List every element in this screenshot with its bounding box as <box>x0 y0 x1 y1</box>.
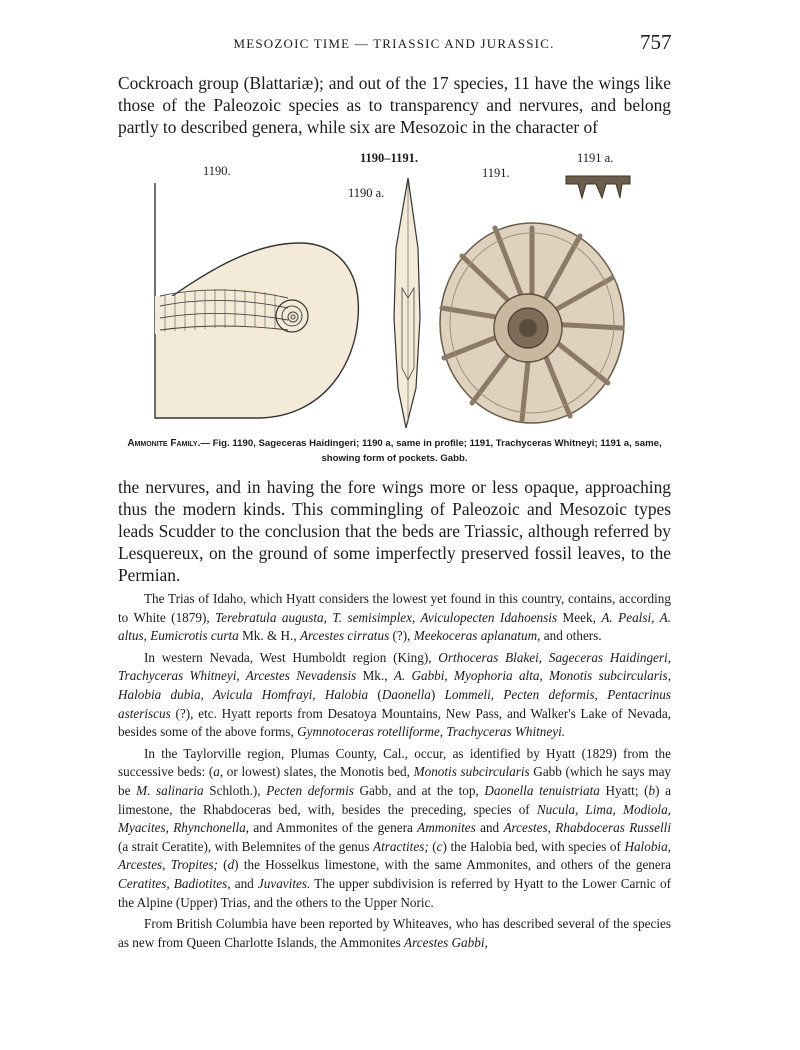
taxon-name: Gymnotoceras rotelliforme, Trachyceras Whitneyi. <box>297 724 566 740</box>
text-run: The Trias of Idaho, which Hyatt considers the lowest yet found in this country, contains, according to White (1879), <box>118 591 671 625</box>
pocket-form-detail <box>566 176 630 198</box>
text-run: (?), <box>389 628 414 644</box>
text-run: and others. <box>540 628 602 644</box>
taxon-name: c <box>436 838 443 854</box>
figure-label-1190-1191: 1190–1191. <box>360 151 418 165</box>
sageceras-side-view <box>155 183 358 418</box>
taxon-name: Ammonites <box>417 820 476 836</box>
text-run: Schloth.), <box>203 782 267 798</box>
text-run: and <box>475 820 504 836</box>
text-run: ) a limestone, the Rhabdoceras bed, with, besides the preceding, species of <box>118 782 671 817</box>
taxon-name: Pecten deformis <box>266 782 354 798</box>
taxon-name: Arcestes, Rhabdoceras Russelli <box>503 820 671 836</box>
paragraph-nevada <box>118 649 671 742</box>
taxon-name: Ceratites, Badiotites, <box>118 875 231 891</box>
text-run: Mk., <box>356 668 394 684</box>
taxon-name: Daonella <box>381 686 431 702</box>
paragraph-cockroach: Cockroach group (Blattariæ); and out of the 17 species, 11 have the wings like those of the Paleozoic species as to transparency and nervures, and belong partly to described genera, while six are Mesozoic in the character of <box>118 73 671 137</box>
page-number: 757 <box>640 30 672 54</box>
taxon-name: Monotis subcircularis <box>413 764 530 780</box>
taxon-name: M. salinaria <box>136 782 204 798</box>
caption-text: — Fig. 1190, Sageceras Haidingeri; 1190 a, same in profile; 1191, Trachyceras Whitneyi; 1191 a, same, showing form of pockets. Gabb. <box>200 438 662 464</box>
taxon-name: Daonella tenuistriata <box>484 782 600 798</box>
taxon-name: Atractites; <box>373 838 429 854</box>
taxon-name: a <box>213 764 220 780</box>
text-run: and Ammonites of the genera <box>249 820 418 836</box>
taxon-name: Juvavites. <box>257 875 311 891</box>
running-title: MESOZOIC TIME — TRIASSIC AND JURASSIC. <box>233 36 555 51</box>
sageceras-profile-view <box>394 178 420 428</box>
text-run: In western Nevada, West Humboldt region (King), <box>144 649 439 665</box>
text-run: ( <box>217 857 228 873</box>
taxon-name: Halobia, Arcestes, Tropites; <box>118 838 671 873</box>
text-run: Mk. & H., <box>238 628 300 644</box>
text-run: (a strait Ceratite), with Belemnites of the genus <box>118 838 374 854</box>
ammonite-figure <box>150 148 650 433</box>
text-run: and <box>230 875 258 891</box>
text-run: ( <box>368 686 382 702</box>
taxon-name: Arcestes Gabbi, <box>404 934 488 950</box>
text-run: Hyatt; ( <box>599 782 649 798</box>
text-run: ) <box>430 686 445 702</box>
text-run: ( <box>428 838 437 854</box>
taxon-name: Meekoceras aplanatum, <box>413 628 541 644</box>
text-run: Gabb (which he says may be <box>118 764 672 798</box>
taxon-name: Orthoceras Blakei, Sageceras Haidingeri, Trachyceras Whitneyi, Arcestes Nevadensis <box>118 649 671 684</box>
text-run: Meek, <box>557 609 602 625</box>
text-run: ) the Halobia bed, with species of <box>442 838 625 854</box>
figure-label-1190: 1190. <box>203 164 231 178</box>
figure-label-1191a: 1191 a. <box>577 151 614 165</box>
paragraph-taylorville <box>118 745 671 912</box>
figure-label-1191: 1191. <box>482 166 510 180</box>
ammonite-illustration <box>150 148 650 433</box>
trachyceras-shell <box>440 223 624 423</box>
taxon-name: b <box>648 782 656 798</box>
taxon-name: Arcestes cirratus <box>299 628 390 644</box>
taxon-name: Lommeli, Pecten deformis, Pentacrinus asteriscus <box>118 686 671 721</box>
text-run: Gabb, and at the top, <box>353 782 485 798</box>
text-run: , or lowest) slates, the Monotis bed, <box>219 764 414 780</box>
taxon-name: Terebratula augusta, T. semisimplex, Aviculopecten Idahoensis <box>215 609 558 625</box>
caption-heading: Ammonite Family. <box>127 438 201 449</box>
taxon-name: d <box>227 857 235 873</box>
text-run: ) the Hosselkus limestone, with the same Ammonites, and others of the genera <box>234 857 671 873</box>
paragraph-nervures: the nervures, and in having the fore wings more or less opaque, approaching thus the modern kinds. This commingling of Paleozoic and Mesozoic types leads Scudder to the conclusion that the beds are Triassic, although referred by Lesquereux, on the ground of some imperfectly preserved fossil leaves, to the Permian. <box>118 477 671 585</box>
paragraph-british-columbia <box>118 915 671 952</box>
small-print-body <box>118 590 671 955</box>
text-run: In the Taylorville region, Plumas County, Cal., occur, as identified by Hyatt (1829) from the successive beds: ( <box>118 745 671 780</box>
taxon-name: A. Pealsi, A. altus, Eumicrotis curta <box>118 609 672 644</box>
text-run: (?), etc. Hyatt reports from Desatoya Mountains, New Pass, and Walker's Lake of Nevada, besides some of the above forms, <box>118 705 671 740</box>
paragraph-idaho <box>118 590 671 646</box>
figure-caption <box>118 436 671 466</box>
text-run: The upper subdivision is referred by Hyatt to the Lower Carnic of the Alpine (Upper) Trias, and the others to the Upper Noric. <box>118 875 671 910</box>
figure-label-1190a: 1190 a. <box>348 186 385 200</box>
taxon-name: Nucula, Lima, Modiola, Myacites, Rhynchonella, <box>118 801 671 836</box>
text-run: From British Columbia have been reported by Whiteaves, who has described several of the species as new from Queen Charlotte Islands, the Ammonites <box>118 916 671 950</box>
taxon-name: A. Gabbi, Myophoria alta, Monotis subcircularis, Halobia dubia, Avicula Homfrayi, Halobia <box>118 668 671 702</box>
